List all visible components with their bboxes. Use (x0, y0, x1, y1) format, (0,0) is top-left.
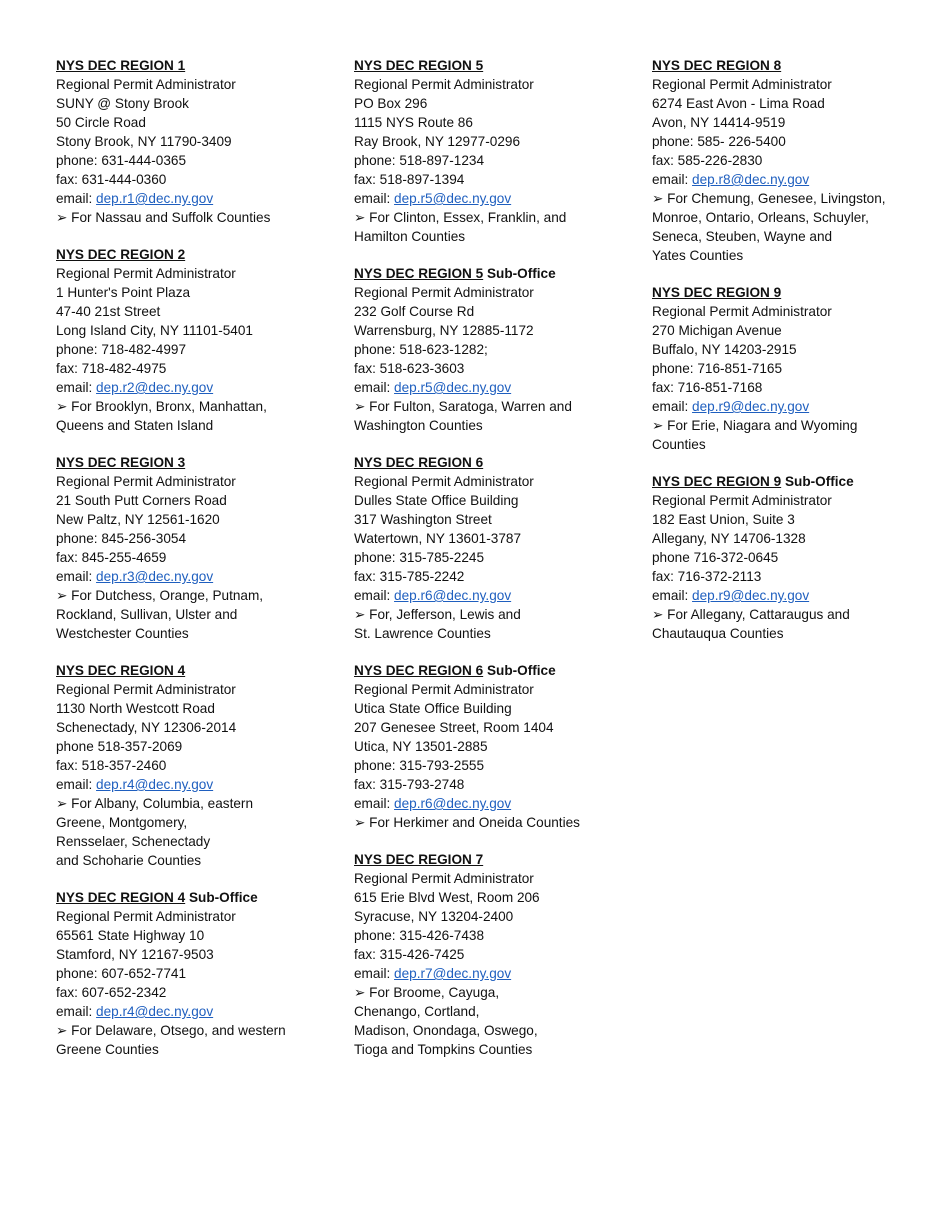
email-label: email: (354, 966, 395, 981)
counties-served: ➢ For Dutchess, Orange, Putnam, Rockland, Sullivan, Ulster and Westchester Counties (56, 588, 264, 641)
region-block (652, 56, 922, 265)
address-line: fax: 315-785-2242 (354, 569, 465, 584)
region-heading (354, 661, 624, 680)
region-heading (56, 453, 326, 472)
region-heading (652, 56, 922, 75)
address-line: Stony Brook, NY 11790-3409 (56, 134, 232, 149)
address-line: 1 Hunter's Point Plaza (56, 285, 191, 300)
address-line: Syracuse, NY 13204-2400 (354, 909, 514, 924)
address-line: Buffalo, NY 14203-2915 (652, 342, 797, 357)
counties-served: ➢ For Fulton, Saratoga, Warren and Washington Counties (354, 399, 572, 433)
email-line (354, 586, 624, 605)
address-line: Regional Permit Administrator (56, 77, 236, 92)
region-block (56, 661, 326, 870)
email-label: email: (56, 1004, 97, 1019)
email-label: email: (354, 796, 395, 811)
address-line: fax: 315-793-2748 (354, 777, 465, 792)
counties-served: ➢ For Allegany, Cattaraugus and Chautauqua Counties (652, 607, 850, 641)
address-line: fax: 518-357-2460 (56, 758, 167, 773)
address-line: phone: 518-623-1282; (354, 342, 488, 357)
address-line: 6274 East Avon - Lima Road (652, 96, 825, 111)
email-label: email: (56, 380, 97, 395)
address-line: 50 Circle Road (56, 115, 146, 130)
address-line: Utica, NY 13501-2885 (354, 739, 488, 754)
column-3 (652, 56, 922, 661)
sub-office-label: Sub-Office (483, 663, 556, 678)
region-heading (354, 56, 624, 75)
address-line: 615 Erie Blvd West, Room 206 (354, 890, 540, 905)
email-line (56, 567, 326, 586)
email-line (56, 775, 326, 794)
email-label: email: (56, 569, 97, 584)
email-line (652, 586, 922, 605)
counties-served: ➢ For Brooklyn, Bronx, Manhattan, Queens and Staten Island (56, 399, 267, 433)
address-line: Regional Permit Administrator (56, 474, 236, 489)
region-heading (56, 56, 326, 75)
address-line: fax: 845-255-4659 (56, 550, 167, 565)
email-link[interactable]: dep.r6@dec.ny.gov (394, 588, 512, 603)
address-line: Regional Permit Administrator (56, 266, 236, 281)
email-link[interactable]: dep.r9@dec.ny.gov (692, 399, 810, 414)
region-block (652, 472, 922, 643)
address-line: Dulles State Office Building (354, 493, 519, 508)
address-line: 317 Washington Street (354, 512, 492, 527)
email-link[interactable]: dep.r5@dec.ny.gov (394, 380, 512, 395)
email-label: email: (652, 172, 693, 187)
region-block (354, 850, 624, 1059)
region-title: NYS DEC REGION 5 (354, 266, 484, 281)
region-block (354, 453, 624, 643)
region-title: NYS DEC REGION 6 (354, 455, 484, 470)
address-line: 270 Michigan Avenue (652, 323, 782, 338)
address-line: phone: 585- 226-5400 (652, 134, 786, 149)
address-line: phone 518-357-2069 (56, 739, 183, 754)
region-block (354, 264, 624, 435)
address-line: Regional Permit Administrator (354, 77, 534, 92)
address-line: 1130 North Westcott Road (56, 701, 215, 716)
address-line: 21 South Putt Corners Road (56, 493, 227, 508)
address-line: Utica State Office Building (354, 701, 512, 716)
region-heading (354, 850, 624, 869)
email-link[interactable]: dep.r4@dec.ny.gov (96, 777, 214, 792)
email-label: email: (652, 588, 693, 603)
region-title: NYS DEC REGION 7 (354, 852, 484, 867)
address-line: fax: 718-482-4975 (56, 361, 167, 376)
address-line: Regional Permit Administrator (652, 77, 832, 92)
address-line: 207 Genesee Street, Room 1404 (354, 720, 554, 735)
region-title: NYS DEC REGION 4 (56, 663, 186, 678)
region-heading (56, 245, 326, 264)
region-block (354, 56, 624, 246)
column-2 (354, 56, 624, 1077)
address-line: 1115 NYS Route 86 (354, 115, 473, 130)
address-line: fax: 716-851-7168 (652, 380, 763, 395)
address-line: phone: 315-793-2555 (354, 758, 485, 773)
region-heading (652, 283, 922, 302)
address-line: Regional Permit Administrator (652, 493, 832, 508)
counties-served: ➢ For Chemung, Genesee, Livingston, Monroe, Ontario, Orleans, Schuyler, Seneca, Steuben, Wayne and Yates Counties (652, 191, 886, 263)
email-link[interactable]: dep.r7@dec.ny.gov (394, 966, 512, 981)
address-line: 232 Golf Course Rd (354, 304, 475, 319)
email-link[interactable]: dep.r2@dec.ny.gov (96, 380, 214, 395)
address-line: fax: 315-426-7425 (354, 947, 465, 962)
address-line: New Paltz, NY 12561-1620 (56, 512, 220, 527)
address-line: fax: 716-372-2113 (652, 569, 762, 584)
email-line (652, 170, 922, 189)
email-label: email: (56, 191, 97, 206)
region-heading (56, 888, 326, 907)
address-line: phone: 518-897-1234 (354, 153, 485, 168)
region-title: NYS DEC REGION 4 (56, 890, 186, 905)
counties-served: ➢ For Nassau and Suffolk Counties (56, 210, 271, 225)
address-line: phone: 845-256-3054 (56, 531, 187, 546)
sub-office-label: Sub-Office (483, 266, 556, 281)
address-line: Schenectady, NY 12306-2014 (56, 720, 237, 735)
region-title: NYS DEC REGION 3 (56, 455, 186, 470)
address-line: Allegany, NY 14706-1328 (652, 531, 806, 546)
address-line: Regional Permit Administrator (652, 304, 832, 319)
address-line: phone: 607-652-7741 (56, 966, 187, 981)
region-block (56, 56, 326, 227)
address-line: Avon, NY 14414-9519 (652, 115, 786, 130)
address-line: 47-40 21st Street (56, 304, 161, 319)
email-label: email: (354, 380, 395, 395)
counties-served: ➢ For Herkimer and Oneida Counties (354, 815, 580, 830)
address-line: Regional Permit Administrator (56, 682, 236, 697)
email-label: email: (354, 191, 395, 206)
address-line: fax: 518-897-1394 (354, 172, 465, 187)
email-label: email: (354, 588, 395, 603)
email-link[interactable]: dep.r5@dec.ny.gov (394, 191, 512, 206)
column-1 (56, 56, 326, 1077)
counties-served: ➢ For Clinton, Essex, Franklin, and Hamilton Counties (354, 210, 567, 244)
region-title: NYS DEC REGION 8 (652, 58, 782, 73)
sub-office-label: Sub-Office (781, 474, 854, 489)
region-heading (354, 264, 624, 283)
region-title: NYS DEC REGION 1 (56, 58, 186, 73)
region-title: NYS DEC REGION 9 (652, 285, 782, 300)
email-line (56, 378, 326, 397)
email-link[interactable]: dep.r9@dec.ny.gov (692, 588, 810, 603)
address-line: SUNY @ Stony Brook (56, 96, 189, 111)
address-line: Ray Brook, NY 12977-0296 (354, 134, 520, 149)
counties-served: ➢ For Delaware, Otsego, and western Greene Counties (56, 1023, 286, 1057)
email-line (56, 1002, 326, 1021)
email-line (56, 189, 326, 208)
region-title: NYS DEC REGION 6 (354, 663, 484, 678)
address-line: Watertown, NY 13601-3787 (354, 531, 522, 546)
address-line: Regional Permit Administrator (354, 682, 534, 697)
address-line: fax: 585-226-2830 (652, 153, 763, 168)
email-link[interactable]: dep.r3@dec.ny.gov (96, 569, 214, 584)
email-line (354, 378, 624, 397)
address-line: Long Island City, NY 11101-5401 (56, 323, 253, 338)
email-link[interactable]: dep.r1@dec.ny.gov (96, 191, 214, 206)
address-line: Regional Permit Administrator (354, 871, 534, 886)
region-block (652, 283, 922, 454)
address-line: fax: 607-652-2342 (56, 985, 167, 1000)
email-line (652, 397, 922, 416)
address-line: 65561 State Highway 10 (56, 928, 205, 943)
address-line: phone 716-372-0645 (652, 550, 779, 565)
region-block (56, 245, 326, 435)
region-heading (652, 472, 922, 491)
counties-served: ➢ For Erie, Niagara and Wyoming Counties (652, 418, 858, 452)
region-title: NYS DEC REGION 9 (652, 474, 782, 489)
email-link[interactable]: dep.r4@dec.ny.gov (96, 1004, 214, 1019)
address-line: Stamford, NY 12167-9503 (56, 947, 214, 962)
region-block (56, 453, 326, 643)
address-line: Regional Permit Administrator (354, 474, 534, 489)
address-line: Warrensburg, NY 12885-1172 (354, 323, 534, 338)
email-link[interactable]: dep.r8@dec.ny.gov (692, 172, 810, 187)
address-line: Regional Permit Administrator (354, 285, 534, 300)
email-link[interactable]: dep.r6@dec.ny.gov (394, 796, 512, 811)
region-title: NYS DEC REGION 5 (354, 58, 484, 73)
region-block (56, 888, 326, 1059)
email-line (354, 964, 624, 983)
address-line: phone: 315-426-7438 (354, 928, 485, 943)
email-label: email: (56, 777, 97, 792)
email-line (354, 189, 624, 208)
address-line: 182 East Union, Suite 3 (652, 512, 795, 527)
address-line: fax: 631-444-0360 (56, 172, 167, 187)
region-heading (56, 661, 326, 680)
address-line: phone: 315-785-2245 (354, 550, 485, 565)
sub-office-label: Sub-Office (185, 890, 258, 905)
counties-served: ➢ For, Jefferson, Lewis and St. Lawrence Counties (354, 607, 521, 641)
address-line: phone: 631-444-0365 (56, 153, 187, 168)
address-line: phone: 716-851-7165 (652, 361, 783, 376)
address-line: PO Box 296 (354, 96, 428, 111)
counties-served: ➢ For Albany, Columbia, eastern Greene, Montgomery, Rensselaer, Schenectady and Schoharie Counties (56, 796, 254, 868)
counties-served: ➢ For Broome, Cayuga, Chenango, Cortland, Madison, Onondaga, Oswego, Tioga and Tompkins Counties (354, 985, 538, 1057)
region-title: NYS DEC REGION 2 (56, 247, 186, 262)
address-line: Regional Permit Administrator (56, 909, 236, 924)
email-line (354, 794, 624, 813)
address-line: fax: 518-623-3603 (354, 361, 465, 376)
email-label: email: (652, 399, 693, 414)
region-block (354, 661, 624, 832)
region-heading (354, 453, 624, 472)
address-line: phone: 718-482-4997 (56, 342, 187, 357)
